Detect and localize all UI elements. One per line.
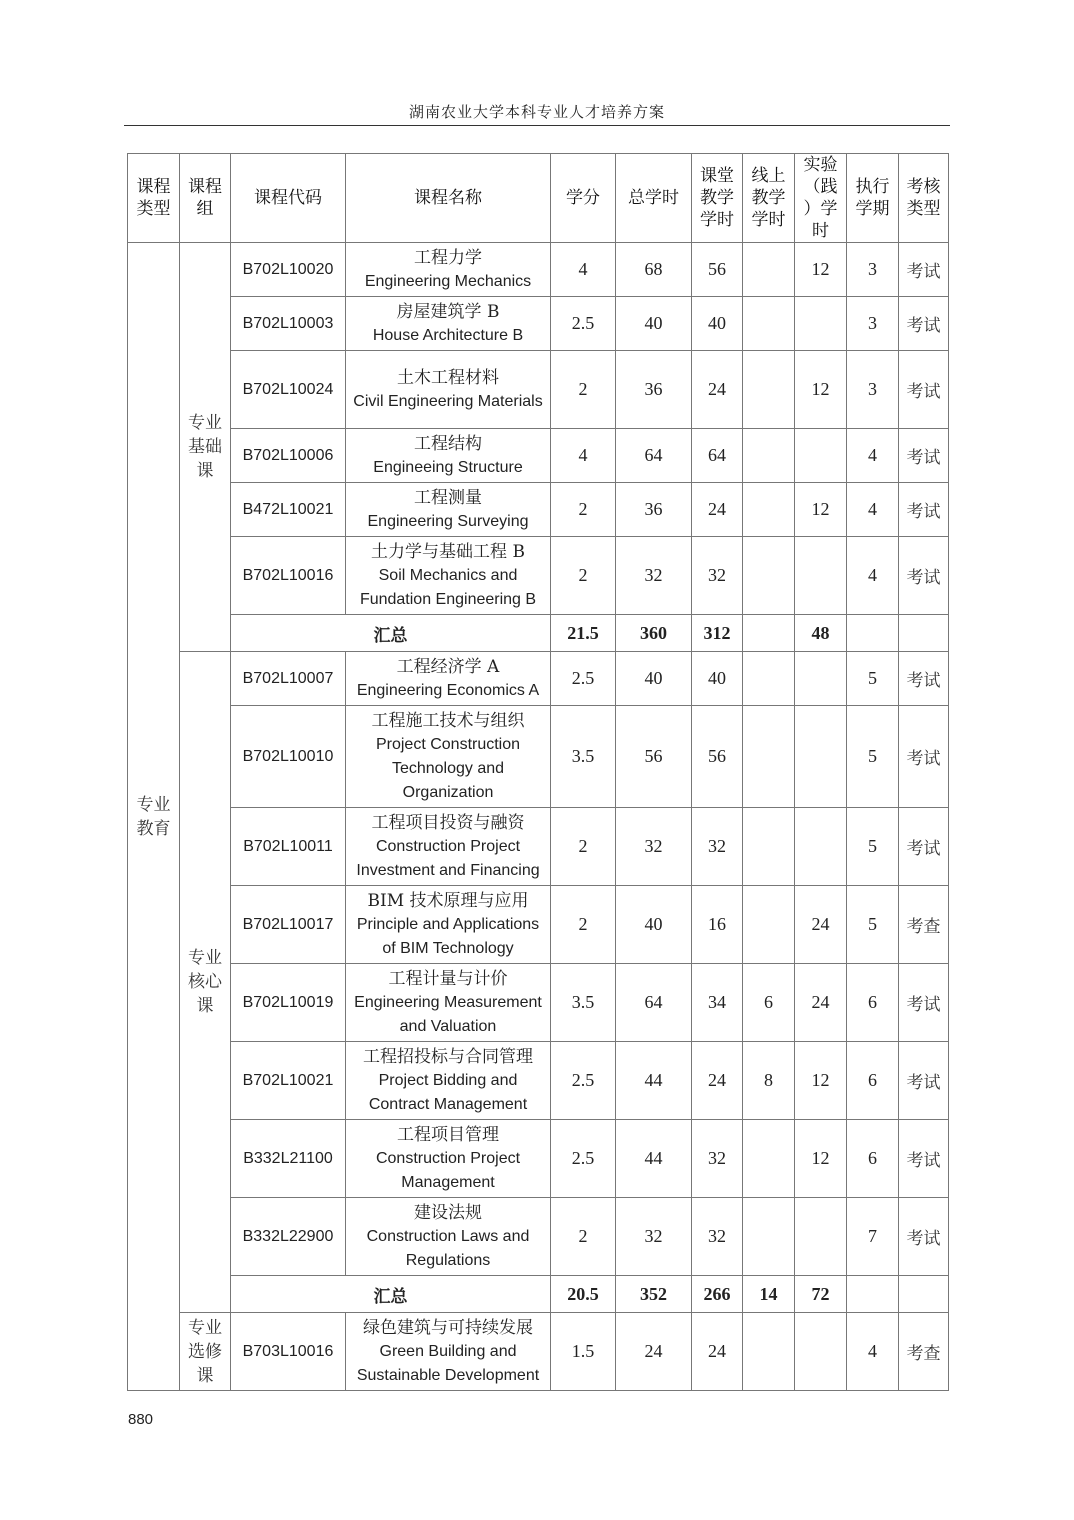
course-class-hours: 40 [692, 652, 743, 706]
course-name-zh: 工程力学 [414, 247, 482, 268]
course-class-hours: 16 [692, 886, 743, 964]
course-name [346, 808, 551, 886]
column-header: 实验 （践 ）学 时 [795, 154, 847, 243]
header-divider [124, 125, 950, 126]
course-credits: 3.5 [551, 706, 616, 808]
course-class-hours: 56 [692, 243, 743, 297]
course-semester: 4 [847, 1313, 899, 1391]
course-name-en: Engineeing Structure [373, 458, 523, 476]
course-online-hours: 6 [743, 964, 795, 1042]
total-total-hours: 352 [616, 1276, 692, 1313]
course-code: B702L10024 [231, 351, 346, 429]
course-lab-hours [795, 1313, 847, 1391]
total-semester [847, 615, 899, 652]
course-semester: 4 [847, 483, 899, 537]
course-code: B702L10007 [231, 652, 346, 706]
course-total-hours: 40 [616, 886, 692, 964]
course-online-hours [743, 1120, 795, 1198]
total-lab-hours: 72 [795, 1276, 847, 1313]
course-class-hours: 24 [692, 1313, 743, 1391]
course-name-zh: 工程施工技术与组织 [371, 710, 525, 731]
course-lab-hours: 12 [795, 243, 847, 297]
course-lab-hours [795, 297, 847, 351]
course-name-en: Construction Project Investment and Financing [356, 837, 540, 879]
course-online-hours [743, 706, 795, 808]
course-semester: 5 [847, 886, 899, 964]
course-class-hours: 24 [692, 1042, 743, 1120]
course-name-en: Principle and Applications of BIM Technology [356, 915, 540, 957]
total-assessment [899, 615, 949, 652]
course-code: B332L22900 [231, 1198, 346, 1276]
course-lab-hours: 12 [795, 1042, 847, 1120]
course-class-hours: 24 [692, 483, 743, 537]
course-name-zh: BIM 技术原理与应用 [367, 890, 529, 911]
column-header: 课程 类型 [128, 154, 180, 243]
column-header: 执行 学期 [847, 154, 899, 243]
total-class-hours: 312 [692, 615, 743, 652]
course-name [346, 297, 551, 351]
course-total-hours: 40 [616, 297, 692, 351]
course-name [346, 1198, 551, 1276]
course-online-hours [743, 1313, 795, 1391]
course-name [346, 351, 551, 429]
course-online-hours [743, 886, 795, 964]
column-header: 考核 类型 [899, 154, 949, 243]
column-header: 课程 组 [180, 154, 231, 243]
course-row [128, 483, 949, 537]
course-lab-hours [795, 706, 847, 808]
course-assessment: 考试 [899, 351, 949, 429]
course-row [128, 429, 949, 483]
course-name-zh: 工程项目管理 [397, 1124, 499, 1145]
course-semester: 6 [847, 1120, 899, 1198]
total-total-hours: 360 [616, 615, 692, 652]
total-online-hours: 14 [743, 1276, 795, 1313]
course-name-zh: 工程测量 [414, 487, 482, 508]
course-name-zh: 房屋建筑学 B [396, 301, 500, 322]
total-online-hours [743, 615, 795, 652]
course-lab-hours: 12 [795, 1120, 847, 1198]
course-name [346, 1313, 551, 1391]
course-semester: 3 [847, 297, 899, 351]
course-total-hours: 68 [616, 243, 692, 297]
curriculum-table [127, 153, 949, 1391]
course-name [346, 1120, 551, 1198]
total-label: 汇总 [231, 1276, 551, 1313]
course-credits: 2.5 [551, 1120, 616, 1198]
course-code: B703L10016 [231, 1313, 346, 1391]
course-online-hours [743, 429, 795, 483]
course-class-hours: 34 [692, 964, 743, 1042]
course-name-en: Construction Project Management [375, 1149, 521, 1191]
course-code: B702L10003 [231, 297, 346, 351]
column-header: 课堂 教学 学时 [692, 154, 743, 243]
course-row [128, 297, 949, 351]
course-assessment: 考试 [899, 808, 949, 886]
course-online-hours [743, 483, 795, 537]
course-semester: 6 [847, 1042, 899, 1120]
course-category-cell: 专业 教育 [128, 243, 180, 1391]
course-row [128, 1120, 949, 1198]
course-credits: 1.5 [551, 1313, 616, 1391]
course-name-zh: 工程计量与计价 [388, 968, 508, 989]
course-name [346, 1042, 551, 1120]
course-semester: 3 [847, 351, 899, 429]
course-row [128, 243, 949, 297]
course-code: B702L10006 [231, 429, 346, 483]
table-body [128, 243, 949, 1391]
course-credits: 2 [551, 483, 616, 537]
course-lab-hours: 12 [795, 351, 847, 429]
course-name-zh: 工程项目投资与融资 [371, 812, 525, 833]
course-assessment: 考试 [899, 964, 949, 1042]
course-semester: 7 [847, 1198, 899, 1276]
course-online-hours: 8 [743, 1042, 795, 1120]
course-semester: 5 [847, 652, 899, 706]
course-lab-hours [795, 1198, 847, 1276]
course-group-cell: 专业 核心 课 [180, 652, 231, 1313]
course-row [128, 652, 949, 706]
course-semester: 4 [847, 429, 899, 483]
course-total-hours: 32 [616, 537, 692, 615]
course-row [128, 1198, 949, 1276]
course-name-zh: 土力学与基础工程 B [371, 541, 525, 562]
course-assessment: 考试 [899, 483, 949, 537]
course-credits: 2 [551, 886, 616, 964]
course-lab-hours [795, 429, 847, 483]
course-lab-hours [795, 652, 847, 706]
course-assessment: 考试 [899, 706, 949, 808]
course-lab-hours: 24 [795, 964, 847, 1042]
total-label: 汇总 [231, 615, 551, 652]
course-credits: 2.5 [551, 297, 616, 351]
course-name-en: Engineering Surveying [367, 512, 529, 530]
course-name-zh: 土木工程材料 [397, 367, 499, 388]
course-lab-hours: 24 [795, 886, 847, 964]
course-row [128, 964, 949, 1042]
course-code: B702L10021 [231, 1042, 346, 1120]
course-name-en: Project Construction Technology and Organization [375, 735, 521, 801]
course-assessment: 考试 [899, 243, 949, 297]
course-assessment: 考试 [899, 429, 949, 483]
course-name-zh: 工程结构 [414, 433, 482, 454]
course-assessment: 考试 [899, 297, 949, 351]
course-credits: 2 [551, 1198, 616, 1276]
course-assessment: 考试 [899, 1120, 949, 1198]
course-row [128, 1042, 949, 1120]
course-class-hours: 24 [692, 351, 743, 429]
course-class-hours: 32 [692, 537, 743, 615]
course-total-hours: 64 [616, 429, 692, 483]
total-semester [847, 1276, 899, 1313]
group-total-row [128, 1276, 949, 1313]
course-assessment: 考试 [899, 652, 949, 706]
course-lab-hours [795, 537, 847, 615]
course-assessment: 考试 [899, 1042, 949, 1120]
group-total-row [128, 615, 949, 652]
course-name-zh: 建设法规 [414, 1202, 482, 1223]
course-class-hours: 56 [692, 706, 743, 808]
course-row [128, 1313, 949, 1391]
total-assessment [899, 1276, 949, 1313]
course-name [346, 483, 551, 537]
total-credits: 21.5 [551, 615, 616, 652]
course-online-hours [743, 243, 795, 297]
total-lab-hours: 48 [795, 615, 847, 652]
course-total-hours: 24 [616, 1313, 692, 1391]
course-row [128, 706, 949, 808]
course-credits: 2 [551, 808, 616, 886]
course-online-hours [743, 537, 795, 615]
course-name-zh: 绿色建筑与可持续发展 [363, 1317, 533, 1338]
course-total-hours: 40 [616, 652, 692, 706]
course-name [346, 652, 551, 706]
course-name [346, 243, 551, 297]
course-name-en: Construction Laws and Regulations [366, 1227, 530, 1269]
course-row [128, 537, 949, 615]
total-credits: 20.5 [551, 1276, 616, 1313]
course-name [346, 964, 551, 1042]
course-name-zh: 工程经济学 A [396, 656, 500, 677]
course-name [346, 537, 551, 615]
course-lab-hours: 12 [795, 483, 847, 537]
course-row [128, 886, 949, 964]
course-assessment: 考试 [899, 537, 949, 615]
course-name-en: Project Bidding and Contract Management [368, 1071, 528, 1113]
column-header: 学分 [551, 154, 616, 243]
course-class-hours: 64 [692, 429, 743, 483]
course-name [346, 706, 551, 808]
course-total-hours: 36 [616, 351, 692, 429]
course-name-en: Engineering Economics A [356, 681, 540, 699]
course-code: B702L10016 [231, 537, 346, 615]
course-semester: 4 [847, 537, 899, 615]
column-header: 课程名称 [346, 154, 551, 243]
course-name-en: Engineering Mechanics [364, 272, 532, 290]
course-lab-hours [795, 808, 847, 886]
course-total-hours: 32 [616, 1198, 692, 1276]
column-header: 课程代码 [231, 154, 346, 243]
course-name [346, 886, 551, 964]
course-group-cell: 专业 基础 课 [180, 243, 231, 652]
course-name-en: Soil Mechanics and Fundation Engineering B [359, 566, 537, 608]
course-class-hours: 32 [692, 1120, 743, 1198]
course-credits: 4 [551, 243, 616, 297]
course-total-hours: 44 [616, 1120, 692, 1198]
course-name-en: Green Building and Sustainable Development [356, 1342, 540, 1384]
course-row [128, 808, 949, 886]
course-online-hours [743, 1198, 795, 1276]
course-total-hours: 36 [616, 483, 692, 537]
course-semester: 5 [847, 706, 899, 808]
course-name-en: Engineering Measurement and Valuation [354, 993, 542, 1035]
course-total-hours: 44 [616, 1042, 692, 1120]
course-class-hours: 32 [692, 1198, 743, 1276]
course-total-hours: 64 [616, 964, 692, 1042]
course-code: B332L21100 [231, 1120, 346, 1198]
course-code: B702L10017 [231, 886, 346, 964]
course-credits: 2.5 [551, 652, 616, 706]
course-total-hours: 32 [616, 808, 692, 886]
course-name [346, 429, 551, 483]
column-header: 线上 教学 学时 [743, 154, 795, 243]
course-name-en: Civil Engineering Materials [353, 392, 543, 410]
course-assessment: 考查 [899, 1313, 949, 1391]
total-class-hours: 266 [692, 1276, 743, 1313]
page-number: 880 [128, 1411, 154, 1428]
course-semester: 3 [847, 243, 899, 297]
course-code: B702L10019 [231, 964, 346, 1042]
course-credits: 2.5 [551, 1042, 616, 1120]
course-class-hours: 40 [692, 297, 743, 351]
table-header-row [128, 154, 949, 243]
document-header-title: 湖南农业大学本科专业人才培养方案 [408, 103, 665, 121]
course-credits: 4 [551, 429, 616, 483]
course-name-zh: 工程招投标与合同管理 [363, 1046, 533, 1067]
course-semester: 6 [847, 964, 899, 1042]
course-code: B702L10020 [231, 243, 346, 297]
course-class-hours: 32 [692, 808, 743, 886]
course-online-hours [743, 351, 795, 429]
course-group-cell: 专业 选修 课 [180, 1313, 231, 1391]
course-credits: 2 [551, 537, 616, 615]
course-name-en: House Architecture B [372, 326, 524, 344]
course-online-hours [743, 652, 795, 706]
course-total-hours: 56 [616, 706, 692, 808]
course-code: B472L10021 [231, 483, 346, 537]
column-header: 总学时 [616, 154, 692, 243]
course-semester: 5 [847, 808, 899, 886]
course-online-hours [743, 297, 795, 351]
course-assessment: 考查 [899, 886, 949, 964]
course-assessment: 考试 [899, 1198, 949, 1276]
course-code: B702L10011 [231, 808, 346, 886]
course-credits: 3.5 [551, 964, 616, 1042]
course-credits: 2 [551, 351, 616, 429]
course-row [128, 351, 949, 429]
course-online-hours [743, 808, 795, 886]
course-code: B702L10010 [231, 706, 346, 808]
